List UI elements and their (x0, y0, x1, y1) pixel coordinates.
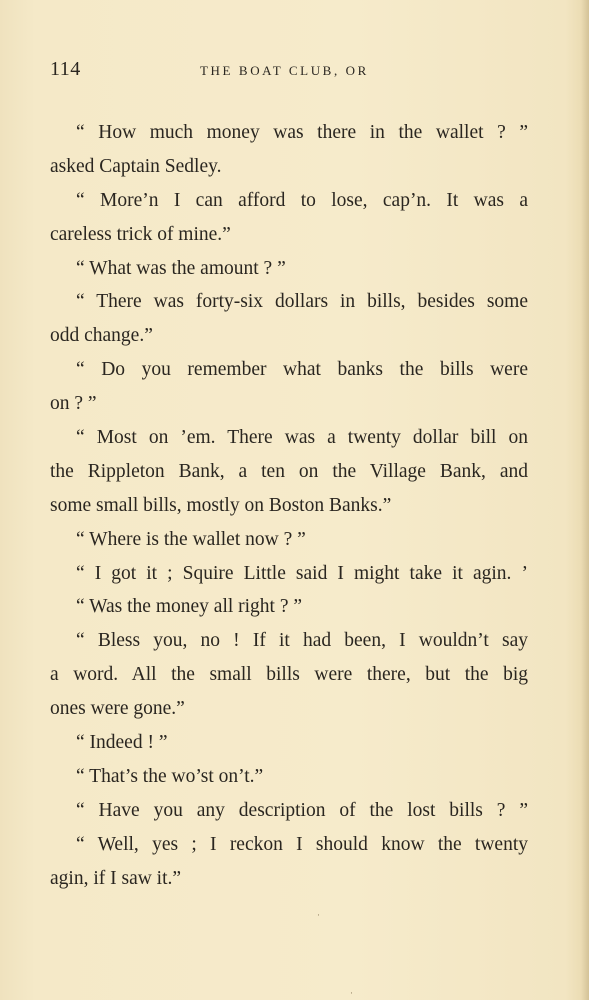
text-line: “ More’n I can afford to lose, cap’n. It was a (76, 189, 528, 211)
paper-speck: · (350, 988, 353, 998)
text-line: “ Most on ’em. There was a twenty dollar bill on (76, 427, 528, 449)
text-line: “ Do you remember what banks the bills were (76, 359, 528, 381)
text-line: “ Have you any description of the lost bills ? ” (76, 799, 528, 821)
text-line: “ I got it ; Squire Little said I might take it agin. ’ (76, 562, 528, 584)
text-line: “ How much money was there in the wallet ? ” (76, 122, 528, 143)
text-line: on ? ” (50, 393, 97, 415)
page-edge-shadow (581, 0, 589, 1000)
text-line: “ Well, yes ; I reckon I should know the twenty (76, 833, 528, 855)
body-text (50, 116, 528, 895)
text-line: “ Where is the wallet now ? ” (76, 528, 306, 550)
text-line: careless trick of mine.” (50, 223, 231, 245)
text-line: “ What was the amount ? ” (76, 257, 286, 279)
text-line: the Rippleton Bank, a ten on the Village Bank, and (50, 460, 528, 482)
text-line: agin, if I saw it.” (50, 867, 182, 889)
text-line: some small bills, mostly on Boston Banks.” (50, 494, 392, 516)
page-number: 114 (50, 58, 81, 80)
paper-speck: · (317, 910, 320, 920)
running-head: THE BOAT CLUB, OR (200, 63, 369, 78)
text-line: “ Indeed ! ” (76, 732, 168, 754)
text-line: “ There was forty-six dollars in bills, besides some (76, 291, 528, 313)
text-line: “ Bless you, no ! If it had been, I wouldn’t say (76, 630, 528, 652)
text-line: “ That’s the wo’st on’t.” (76, 765, 264, 787)
text-line: odd change.” (50, 325, 153, 347)
text-line: a word. All the small bills were there, but the big (50, 664, 528, 686)
page-header (50, 58, 530, 84)
text-line: “ Was the money all right ? ” (76, 596, 303, 618)
text-line: ones were gone.” (50, 698, 185, 720)
text-line: asked Captain Sedley. (50, 155, 222, 177)
